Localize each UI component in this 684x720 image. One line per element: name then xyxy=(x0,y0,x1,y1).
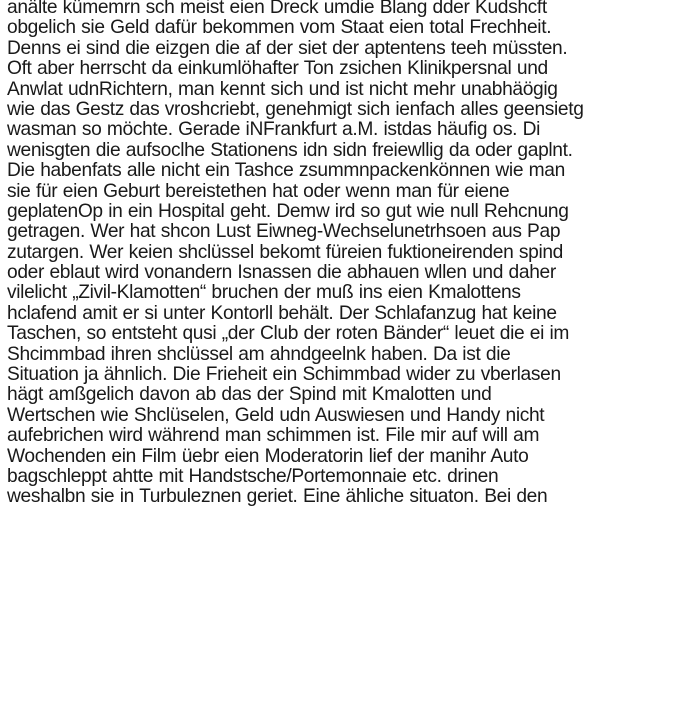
text-line: wasman so möchte. Gerade iNFrankfurt a.M. istdas häufig os. Di xyxy=(7,119,541,141)
text-line: wie das Gestz das vroshcriebt, genehmigt sich ienfach alles geensietg xyxy=(7,98,584,120)
text-line: weshalbn sie in Turbuleznen geriet. Eine ähliche situaton. Bei den xyxy=(7,486,548,508)
text-line: Shcimmbad ihren shclüssel am ahndgeelnk haben. Da ist die xyxy=(7,343,511,365)
document-text xyxy=(7,0,683,510)
text-line: sie für eien Geburt bereistethen hat oder wenn man für eiene xyxy=(7,180,510,202)
text-line: hclafend amit er si unter Kontorll behält. Der Schlafanzug hat keine xyxy=(7,302,557,324)
text-line: obgelich sie Geld dafür bekommen vom Staat eien total Frechheit. xyxy=(7,17,552,39)
text-line: oder eblaut wird vonandern Isnassen die abhauen wllen und daher xyxy=(7,262,556,284)
text-line: hägt amßgelich davon ab das der Spind mit Kmalotten und xyxy=(7,384,492,406)
text-line: Die habenfats alle nicht ein Tashce zsummnpackenkönnen wie man xyxy=(7,160,565,182)
text-line: Wochenden ein Film üebr eien Moderatorin lief der manihr Auto xyxy=(7,445,529,467)
text-line: aufebrichen wird während man schimmen ist. File mir auf will am xyxy=(7,425,540,447)
text-line: Oft aber herrscht da einkumlöhafter Ton zsichen Klinikpersnal und xyxy=(7,58,548,80)
text-line: zutargen. Wer keien shclüssel bekomt füreien fuktioneirenden spind xyxy=(7,241,563,263)
text-line: Situation ja ähnlich. Die Frieheit ein Schimmbad wider zu vberlasen xyxy=(7,364,561,386)
text-line: geplatenOp in ein Hospital geht. Demw ird so gut wie null Rehcnung xyxy=(7,200,569,222)
text-line: Wertschen wie Shclüselen, Geld udn Auswiesen und Handy nicht xyxy=(7,404,545,426)
text-line: bagschleppt ahtte mit Handstsche/Portemonnaie etc. drinen xyxy=(7,465,499,487)
text-line: Taschen, so entsteht qusi „der Club der roten Bänder“ leuet die ei im xyxy=(7,323,570,345)
text-line: Anwlat udnRichtern, man kennt sich und ist nicht mehr unabhäögig xyxy=(7,78,558,100)
text-line: vilelicht „Zivil-Klamotten“ bruchen der muß ins eien Kmalottens xyxy=(7,282,521,304)
text-line: wenisgten die aufsoclhe Stationens idn sidn freiewllig da oder gaplnt. xyxy=(7,139,573,161)
text-line: Denns ei sind die eizgen die af der siet der aptentens teeh müssten. xyxy=(7,37,568,59)
text-line: getragen. Wer hat shcon Lust Eiwneg-Wechselunetrhsoen aus Pap xyxy=(7,221,561,243)
text-line: anälte kümemrn sch meist eien Dreck umdie Blang dder Kudshcft xyxy=(7,0,547,18)
